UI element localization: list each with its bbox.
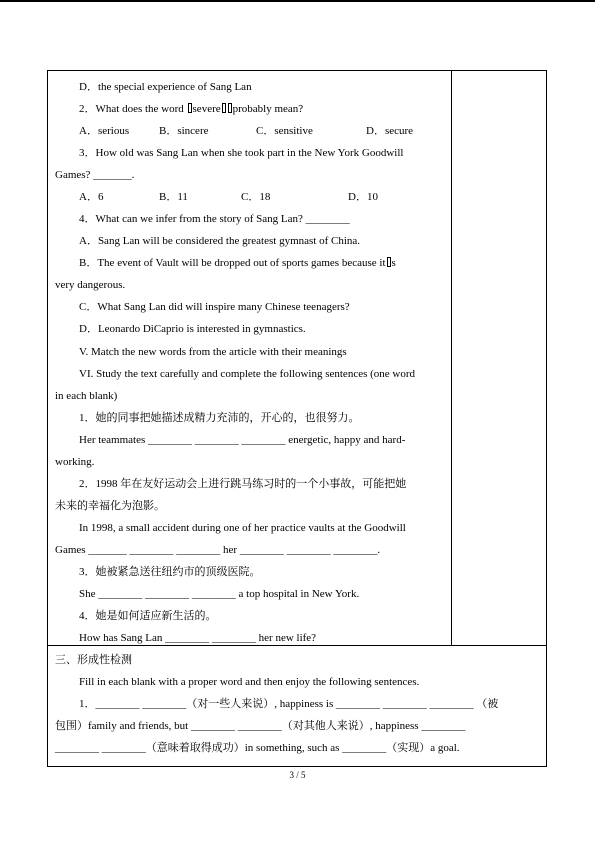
q3-option-b: B．11 [159,191,188,203]
page-number: 3 / 5 [289,770,306,780]
sentence-2-chinese-line1: 2．1998 年在友好运动会上进行跳马练习时的一个小事故，可能把她 [79,478,407,490]
sentence-4-chinese: 4．她是如何适应新生活的。 [79,610,217,622]
q3-option-a: A．6 [79,191,104,203]
sentence-1-english-line2: working. [55,456,95,468]
q3-option-c: C．18 [241,191,271,203]
missing-glyph-box [188,103,192,113]
q4-option-d: D．Leonardo DiCaprio is interested in gymnastics. [79,323,306,335]
missing-glyph-box [228,103,232,113]
sentence-3-english: She ________ ________ ________ a top hospital in New York. [79,588,360,600]
question-4: 4．What can we infer from the story of Sang Lan? ________ [79,213,350,225]
top-rule [0,0,595,2]
sentence-2-english-line1: In 1998, a small accident during one of her practice vaults at the Goodwill [79,522,406,534]
q4-option-b-line1: B．The event of Vault will be dropped out of sports games because it s [79,257,396,269]
sentence-4-english: How has Sang Lan ________ ________ her new life? [79,632,317,644]
q2-option-c: C．sensitive [256,125,313,137]
fill-in-instructions: Fill in each blank with a proper word and then enjoy the following sentences. [79,676,420,688]
part-3-heading: 三、形成性检测 [55,654,132,666]
question-3-line1: 3．How old was Sang Lan when she took part in the New York Goodwill [79,147,404,159]
q3-option-d: D．10 [348,191,378,203]
section-5-heading: V. Match the new words from the article with their meanings [79,346,347,358]
sentence-2-english-line2: Games _______ ________ ________ her ________ ________ ________. [55,544,381,556]
section-6-heading-line2: in each blank) [55,390,118,402]
q4-option-c: C．What Sang Lan did will inspire many Chinese teenagers? [79,301,350,313]
q2-option-d: D．secure [366,125,414,137]
sentence-1-english-line1: Her teammates ________ ________ ________ energetic, happy and hard- [79,434,406,446]
missing-glyph-box [387,257,391,267]
q2-option-b: B．sincere [159,125,209,137]
q4-option-a: A．Sang Lan will be considered the greatest gymnast of China. [79,235,361,247]
exercise-1-line2: 包围）family and friends, but ________ ________（对其他人来说）, happiness ________ [55,720,466,732]
question-2: 2．What does the word severe probably mean? [79,103,304,115]
missing-glyph-box [222,103,226,113]
sentence-3-chinese: 3．她被紧急送往纽约市的顶级医院。 [79,566,261,578]
exercise-1-line1: 1．________ ________（对一些人来说）, happiness is ________ ________ ________ （被 [79,698,499,710]
q4-option-b-line2: very dangerous. [55,279,126,291]
table-column-divider [451,70,452,646]
q1-option-d: D．the special experience of Sang Lan [79,81,252,93]
question-3-line2: Games? _______. [55,169,135,181]
exercise-1-line3: ________ ________（意味着取得成功）in something, such as ________（实现）a goal. [55,742,460,754]
section-6-heading-line1: VI. Study the text carefully and complete the following sentences (one word [79,368,416,380]
q2-option-a: A．serious [79,125,130,137]
sentence-2-chinese-line2: 未来的幸福化为泡影。 [55,500,165,512]
sentence-1-chinese: 1．她的同事把她描述成精力充沛的，开心的，也很努力。 [79,412,360,424]
